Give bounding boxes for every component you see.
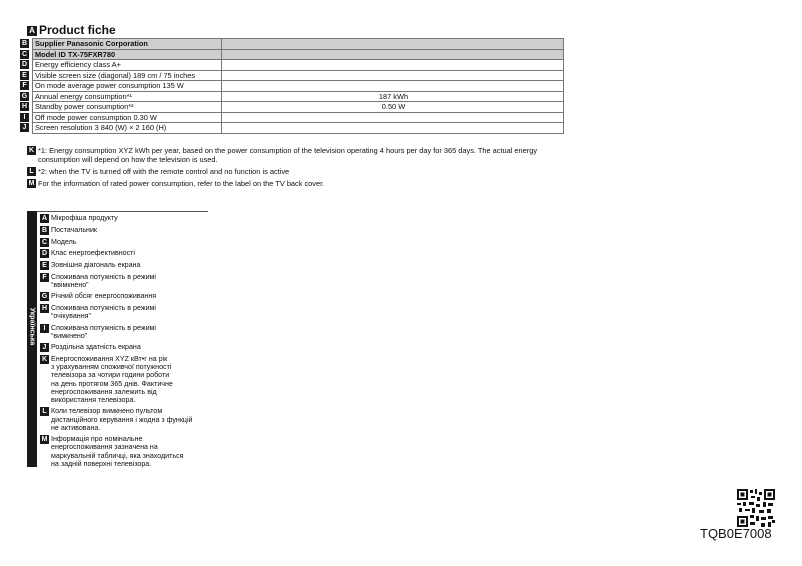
fiche-label: Annual energy consumption*¹ — [35, 91, 132, 101]
fiche-label: Visible screen size (diagonal) 189 cm / 75 inches — [35, 70, 196, 80]
ukrainian-item — [40, 261, 210, 270]
qr-code-icon — [737, 489, 775, 527]
footnote — [27, 179, 567, 188]
ukrainian-item-text: Постачальник — [51, 225, 98, 234]
ukrainian-item — [40, 249, 210, 258]
fiche-label: Off mode power consumption 0.30 W — [35, 112, 157, 122]
ukrainian-item — [40, 292, 210, 301]
fiche-value — [222, 70, 564, 81]
letter-marker: B — [21, 40, 28, 47]
fiche-value — [222, 123, 564, 134]
ukrainian-item — [40, 273, 210, 290]
letter-marker: L — [27, 167, 36, 176]
letter-marker: I — [40, 324, 49, 333]
fiche-label: Energy efficiency class A+ — [35, 60, 121, 69]
fiche-value — [222, 49, 564, 60]
fiche-label: On mode average power consumption 135 W — [35, 81, 184, 90]
letter-marker: G — [21, 92, 28, 100]
ukrainian-item — [40, 343, 210, 352]
fiche-row — [33, 49, 564, 60]
letter-marker: D — [41, 250, 48, 258]
fiche-row — [33, 91, 564, 102]
letter-marker: G — [41, 293, 48, 301]
fiche-row — [33, 112, 564, 123]
ukrainian-item-text: Річний обсяг енергоспоживання — [51, 292, 157, 301]
fiche-row — [33, 39, 564, 50]
fiche-notes — [27, 146, 567, 190]
letter-marker: C — [21, 50, 28, 58]
fiche-value — [222, 81, 564, 92]
letter-marker: K — [28, 147, 35, 154]
ukrainian-item-text: Коли телевізор вимкнено пультом дистанційного керування і жодна з функцій не активована. — [51, 407, 193, 432]
fiche-label-cell — [23, 112, 222, 123]
letter-marker: A — [41, 215, 48, 222]
letter-marker: B — [41, 226, 48, 234]
letter-marker: L — [40, 407, 49, 416]
document-code: TQB0E7008 — [700, 526, 772, 541]
ukrainian-list — [40, 214, 210, 471]
ukrainian-item — [40, 355, 210, 405]
letter-marker: M — [28, 179, 35, 187]
ukrainian-item-text: Роздільна здатність екрана — [51, 342, 141, 351]
ukrainian-item-text: Мікрофіша продукту — [51, 214, 118, 222]
footnote-text: For the information of rated power consumption, refer to the label on the TV back cover. — [38, 178, 325, 188]
ukrainian-item-text: Споживана потужність в режимі “ввімкнено” — [51, 272, 157, 290]
ukrainian-item-text: Енергоспоживання XYZ кВт•г на рік з урахуванням споживчої потужності телевізора за чотири години роботи на день протягом 365 днів. Фактичне енергоспоживання залежить від використання телевізора. — [51, 354, 173, 405]
letter-marker: C — [41, 238, 48, 246]
footnote — [27, 146, 567, 164]
product-fiche-heading — [27, 23, 116, 37]
fiche-label: Model ID TX-75FXR780 — [35, 49, 116, 59]
ukrainian-section — [27, 211, 209, 467]
ukrainian-item — [40, 407, 210, 432]
fiche-label-cell — [21, 91, 222, 102]
ukrainian-item — [40, 324, 210, 341]
letter-marker: E — [40, 261, 49, 270]
letter-marker: I — [20, 113, 29, 122]
letter-marker: H — [41, 305, 48, 313]
letter-marker: F — [40, 273, 49, 282]
fiche-row — [33, 123, 564, 134]
fiche-label-cell — [21, 102, 222, 113]
fiche-label: Standby power consumption*² — [35, 102, 134, 111]
letter-marker: A — [27, 26, 37, 36]
fiche-label-cell — [21, 49, 222, 60]
fiche-label-cell — [21, 39, 222, 50]
fiche-label-cell — [22, 123, 222, 134]
language-tab — [27, 211, 37, 467]
fiche-value — [222, 39, 564, 50]
ukrainian-item-text: Клас енергоефективності — [51, 249, 135, 258]
letter-marker: M — [41, 436, 48, 444]
fiche-label-cell — [21, 60, 222, 71]
fiche-row — [33, 70, 564, 81]
ukrainian-item-text: Зовнішня діагональ екрана — [51, 261, 141, 270]
letter-marker: J — [40, 343, 49, 352]
letter-marker: J — [20, 123, 29, 132]
product-fiche-table — [21, 38, 564, 134]
fiche-label: Supplier Panasonic Corporation — [35, 39, 148, 48]
fiche-label-cell — [22, 70, 222, 81]
fiche-value — [222, 60, 564, 71]
ukrainian-item — [40, 226, 210, 235]
ukrainian-item — [40, 238, 210, 247]
ukrainian-item-text: Споживана потужність в режимі “вимкнено” — [51, 323, 157, 340]
fiche-value — [222, 112, 564, 123]
ukrainian-item-text: Споживана потужність в режимі “очікування” — [51, 304, 157, 321]
footnote — [27, 167, 567, 176]
ukrainian-item — [40, 214, 210, 223]
letter-marker: H — [21, 103, 28, 110]
ukrainian-item — [40, 435, 210, 468]
divider — [37, 211, 208, 212]
letter-marker: K — [41, 355, 48, 363]
ukrainian-item-text: Модель — [51, 237, 77, 246]
fiche-label-cell — [22, 81, 222, 92]
ukrainian-item-text: Інформація про номінальне енергоспоживання зазначена на маркувальній табличці, яка знаходиться на задній поверхні телевізора. — [51, 435, 184, 468]
fiche-label: Screen resolution 3 840 (W) × 2 160 (H) — [35, 123, 167, 132]
letter-marker: E — [20, 71, 29, 80]
letter-marker: D — [21, 61, 28, 68]
heading-text: Product fiche — [39, 23, 116, 37]
fiche-row — [33, 60, 564, 71]
footnote-text: *2: when the TV is turned off with the remote control and no function is active — [38, 166, 290, 176]
fiche-value: 0.50 W — [222, 102, 564, 113]
footnote-text: *1: Energy consumption XYZ kWh per year, based on the power consumption of the television operating 4 hours per day for 365 days. The actual energy consumption will depend on how the television is used. — [38, 146, 538, 165]
fiche-row — [33, 102, 564, 113]
ukrainian-item — [40, 304, 210, 321]
fiche-value: 187 kWh — [222, 91, 564, 102]
letter-marker: F — [20, 81, 29, 90]
fiche-row — [33, 81, 564, 92]
language-label: Українська — [28, 307, 36, 346]
